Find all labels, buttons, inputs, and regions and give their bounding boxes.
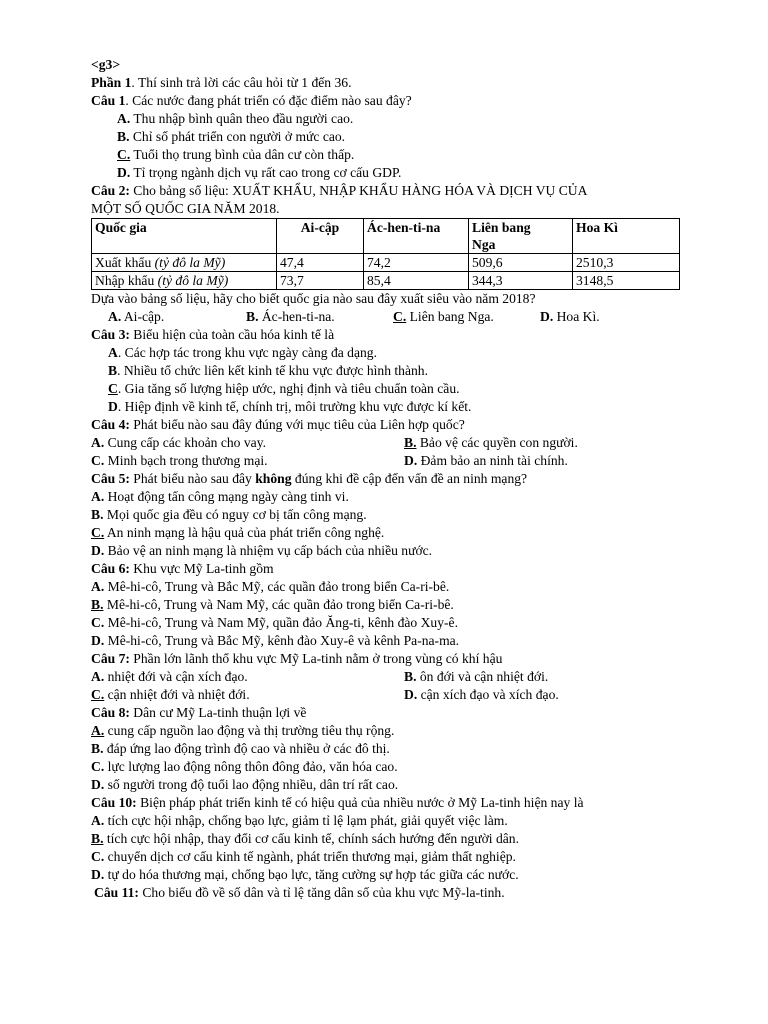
option-text: tích cực hội nhập, chống bạo lực, giảm tỉ lệ lạm phát, giải quyết việc làm.	[104, 813, 508, 828]
question-4-option-d	[404, 452, 568, 470]
table-cell: 509,6	[469, 254, 573, 272]
option-text: tự do hóa thương mại, chống bạo lực, tăng cường sự hợp tác giữa các nước.	[104, 867, 519, 882]
option-letter-answer: C.	[117, 147, 131, 162]
table-row-label	[92, 254, 277, 272]
option-letter: A.	[108, 309, 122, 324]
question-6	[91, 560, 691, 578]
exam-page	[91, 56, 691, 902]
question-2-option-d	[540, 308, 600, 326]
option-letter-answer: C	[108, 381, 118, 396]
question-8-option-b	[91, 740, 691, 758]
question-10	[91, 794, 691, 812]
question-11-text: Cho biểu đồ về số dân và tỉ lệ tăng dân số của khu vực Mỹ-la-tinh.	[138, 885, 505, 900]
question-3-option-a	[91, 344, 691, 362]
option-text: . Nhiều tổ chức liên kết kinh tế khu vực được hình thành.	[117, 363, 428, 378]
option-letter-answer: B.	[91, 597, 104, 612]
question-4-text: Phát biểu nào sau đây đúng với mục tiêu của Liên hợp quốc?	[129, 417, 465, 432]
question-1-option-a	[91, 110, 691, 128]
question-3-option-d	[91, 398, 691, 416]
question-7-label: Câu 7:	[91, 651, 130, 666]
option-letter: D.	[91, 633, 105, 648]
question-7-option-b	[404, 668, 548, 686]
question-5-label: Câu 5:	[91, 471, 130, 486]
table-cell: 47,4	[277, 254, 364, 272]
option-letter: D.	[404, 687, 418, 702]
table-cell: 74,2	[364, 254, 469, 272]
row-label-text: Xuất khẩu	[95, 255, 155, 270]
option-text: Ai-cập.	[121, 309, 165, 324]
option-text: Liên bang Nga.	[406, 309, 494, 324]
question-10-label: Câu 10:	[91, 795, 137, 810]
option-letter: D.	[404, 453, 418, 468]
question-3-label: Câu 3:	[91, 327, 130, 342]
option-letter: D.	[91, 777, 105, 792]
question-5-option-a	[91, 488, 691, 506]
option-text: Hoa Kì.	[553, 309, 600, 324]
table-header-row	[92, 219, 680, 254]
question-4-options-row2	[91, 452, 691, 470]
option-text: Mọi quốc gia đều có nguy cơ bị tấn công mạng.	[103, 507, 367, 522]
table-header-nga-line2: Nga	[472, 237, 496, 252]
table-cell: 85,4	[364, 272, 469, 290]
question-5-option-c	[91, 524, 691, 542]
option-letter: A.	[91, 669, 105, 684]
question-5-option-d	[91, 542, 691, 560]
question-1-label: Câu 1	[91, 93, 126, 108]
question-3-text: Biểu hiện của toàn cầu hóa kinh tế là	[129, 327, 335, 342]
question-4-option-c	[91, 452, 404, 470]
option-text: cận xích đạo và xích đạo.	[417, 687, 559, 702]
question-10-option-b	[91, 830, 691, 848]
data-table	[91, 218, 680, 290]
question-11-label: Câu 11:	[94, 885, 139, 900]
option-text: lực lượng lao động nông thôn đông đảo, văn hóa cao.	[104, 759, 398, 774]
row-label-unit: (tỷ đô la Mỹ)	[154, 255, 226, 270]
option-text: nhiệt đới và cận xích đạo.	[104, 669, 248, 684]
table-header-cell: Ác-hen-ti-na	[364, 219, 469, 254]
option-text: cận nhiệt đới và nhiệt đới.	[104, 687, 250, 702]
question-7-option-a	[91, 668, 404, 686]
question-8-text: Dân cư Mỹ La-tinh thuận lợi về	[129, 705, 307, 720]
question-8-label: Câu 8:	[91, 705, 130, 720]
option-text: Đảm bảo an ninh tài chính.	[417, 453, 568, 468]
question-7-options-row2	[91, 686, 691, 704]
table-header-cell: Hoa Kì	[573, 219, 680, 254]
question-7-options-row1	[91, 668, 691, 686]
table-cell: 3148,5	[573, 272, 680, 290]
question-6-option-d	[91, 632, 691, 650]
table-cell: 73,7	[277, 272, 364, 290]
question-1-option-d	[91, 164, 691, 182]
question-1	[91, 92, 691, 110]
option-text: Tỉ trọng ngành dịch vụ rất cao trong cơ cấu GDP.	[130, 165, 402, 180]
option-text: . Hiệp định về kinh tế, chính trị, môi trường khu vực được kí kết.	[117, 399, 472, 414]
option-letter: D.	[91, 543, 105, 558]
option-text: . Gia tăng số lượng hiệp ước, nghị định và tiêu chuẩn toàn cầu.	[117, 381, 460, 396]
table-header-cell	[469, 219, 573, 254]
option-letter-answer: C.	[393, 309, 407, 324]
option-text: tích cực hội nhập, thay đổi cơ cấu kinh tế, chính sách hướng đến người dân.	[103, 831, 519, 846]
question-3-option-c	[91, 380, 691, 398]
option-text: Ác-hen-ti-na.	[258, 309, 335, 324]
option-letter-answer: B.	[404, 435, 417, 450]
question-6-option-c	[91, 614, 691, 632]
part-text: . Thí sinh trả lời các câu hỏi từ 1 đến 36.	[131, 75, 352, 90]
option-letter: A.	[91, 489, 105, 504]
option-text: Chỉ số phát triển con người ở mức cao.	[129, 129, 346, 144]
option-letter: B	[108, 363, 118, 378]
table-header-nga-line1: Liên bang	[472, 220, 531, 235]
option-letter: C.	[91, 849, 105, 864]
question-7-option-c	[91, 686, 404, 704]
option-text: Bảo vệ các quyền con người.	[416, 435, 578, 450]
question-8	[91, 704, 691, 722]
question-6-option-b	[91, 596, 691, 614]
question-1-option-b	[91, 128, 691, 146]
table-row-label	[92, 272, 277, 290]
option-text: Bảo vệ an ninh mạng là nhiệm vụ cấp bách của nhiều nước.	[104, 543, 433, 558]
table-cell: 344,3	[469, 272, 573, 290]
question-2-prompt: Dựa vào bảng số liệu, hãy cho biết quốc gia nào sau đây xuất siêu vào năm 2018?	[91, 291, 536, 306]
option-letter: B.	[91, 741, 104, 756]
row-label-unit: (tỷ đô la Mỹ)	[157, 273, 229, 288]
table-row	[92, 272, 680, 290]
option-letter: D	[108, 399, 118, 414]
option-letter-answer: B.	[91, 831, 104, 846]
question-4	[91, 416, 691, 434]
option-text: An ninh mạng là hậu quả của phát triển công nghệ.	[104, 525, 385, 540]
option-letter: B.	[91, 507, 104, 522]
question-6-label: Câu 6:	[91, 561, 130, 576]
question-8-option-a	[91, 722, 691, 740]
option-letter: A.	[91, 435, 105, 450]
option-letter-answer: A.	[91, 723, 105, 738]
question-1-option-c	[91, 146, 691, 164]
question-3-option-b	[91, 362, 691, 380]
table-header-cell: Ai-cập	[277, 219, 364, 254]
question-4-option-a	[91, 434, 404, 452]
option-letter: D.	[540, 309, 554, 324]
question-2-option-c	[393, 308, 540, 326]
question-6-option-a	[91, 578, 691, 596]
option-text: số người trong độ tuổi lao động nhiều, dân trí rất cao.	[104, 777, 399, 792]
part-label: Phần 1	[91, 75, 132, 90]
question-8-option-c	[91, 758, 691, 776]
question-2	[91, 182, 691, 200]
option-text: ôn đới và cận nhiệt đới.	[416, 669, 549, 684]
question-2-options	[91, 308, 691, 326]
option-letter-answer: C.	[91, 525, 105, 540]
question-5-text-a: Phát biểu nào sau đây	[129, 471, 256, 486]
question-7-option-d	[404, 686, 559, 704]
question-10-option-d	[91, 866, 691, 884]
option-text: Tuổi thọ trung bình của dân cư còn thấp.	[130, 147, 355, 162]
option-letter: A.	[91, 579, 105, 594]
header-tag: <g3>	[91, 57, 121, 72]
table-row	[92, 254, 680, 272]
question-10-option-c	[91, 848, 691, 866]
question-7-text: Phần lớn lãnh thổ khu vực Mỹ La-tinh nằm ở trong vùng có khí hậu	[129, 651, 503, 666]
option-letter: A.	[91, 813, 105, 828]
option-text: . Các hợp tác trong khu vực ngày càng đa dạng.	[117, 345, 377, 360]
option-text: Minh bạch trong thương mại.	[104, 453, 268, 468]
question-6-text: Khu vực Mỹ La-tinh gồm	[129, 561, 274, 576]
option-text: Cung cấp các khoản cho vay.	[104, 435, 267, 450]
option-letter: B.	[404, 669, 417, 684]
question-7	[91, 650, 691, 668]
option-text: Mê-hi-cô, Trung và Nam Mỹ, quần đảo Ăng-ti, kênh đào Xuy-ê.	[104, 615, 458, 630]
question-4-option-b	[404, 434, 578, 452]
option-text: chuyển dịch cơ cấu kinh tế ngành, phát triển thương mại, giảm thất nghiệp.	[104, 849, 516, 864]
question-11	[91, 884, 691, 902]
option-text: Hoạt động tấn công mạng ngày càng tinh vi.	[104, 489, 349, 504]
option-letter: D.	[91, 867, 105, 882]
question-2-line2: MỘT SỐ QUỐC GIA NĂM 2018.	[91, 201, 280, 216]
option-letter: A.	[117, 111, 131, 126]
option-text: Mê-hi-cô, Trung và Nam Mỹ, các quần đảo trong biển Ca-ri-bê.	[103, 597, 454, 612]
question-2-option-b	[246, 308, 393, 326]
question-4-label: Câu 4:	[91, 417, 130, 432]
option-text: Thu nhập bình quân theo đầu người cao.	[130, 111, 354, 126]
question-5-text-bold: không	[255, 471, 292, 486]
question-3	[91, 326, 691, 344]
option-letter: B.	[246, 309, 259, 324]
question-8-option-d	[91, 776, 691, 794]
option-letter: C.	[91, 615, 105, 630]
option-text: Mê-hi-cô, Trung và Bắc Mỹ, các quần đảo trong biển Ca-ri-bê.	[104, 579, 450, 594]
question-2-line1: Cho bảng số liệu: XUẤT KHẨU, NHẬP KHẨU HÀNG HÓA VÀ DỊCH VỤ CỦA	[129, 183, 588, 198]
question-10-text: Biện pháp phát triển kinh tế có hiệu quả của nhiều nước ở Mỹ La-tinh hiện nay là	[136, 795, 584, 810]
table-cell: 2510,3	[573, 254, 680, 272]
question-4-options-row1	[91, 434, 691, 452]
option-letter: D.	[117, 165, 131, 180]
question-2-label: Câu 2:	[91, 183, 130, 198]
option-letter: B.	[117, 129, 130, 144]
question-10-option-a	[91, 812, 691, 830]
question-5-text-b: đúng khi đề cập đến vấn đề an ninh mạng?	[291, 471, 528, 486]
option-letter-answer: C.	[91, 687, 105, 702]
row-label-text: Nhập khẩu	[95, 273, 158, 288]
question-5	[91, 470, 691, 488]
option-letter: C.	[91, 453, 105, 468]
part-heading	[91, 74, 691, 92]
option-letter: A	[108, 345, 118, 360]
question-2-option-a	[108, 308, 246, 326]
option-text: Mê-hi-cô, Trung và Bắc Mỹ, kênh đào Xuy-ê và kênh Pa-na-ma.	[104, 633, 460, 648]
option-text: đáp ứng lao động trình độ cao và nhiều ở các đô thị.	[103, 741, 390, 756]
table-header-cell: Quốc gia	[92, 219, 277, 254]
option-text: cung cấp nguồn lao động và thị trường tiêu thụ rộng.	[104, 723, 395, 738]
question-1-text: . Các nước đang phát triển có đặc điểm nào sau đây?	[125, 93, 412, 108]
question-5-option-b	[91, 506, 691, 524]
option-letter: C.	[91, 759, 105, 774]
